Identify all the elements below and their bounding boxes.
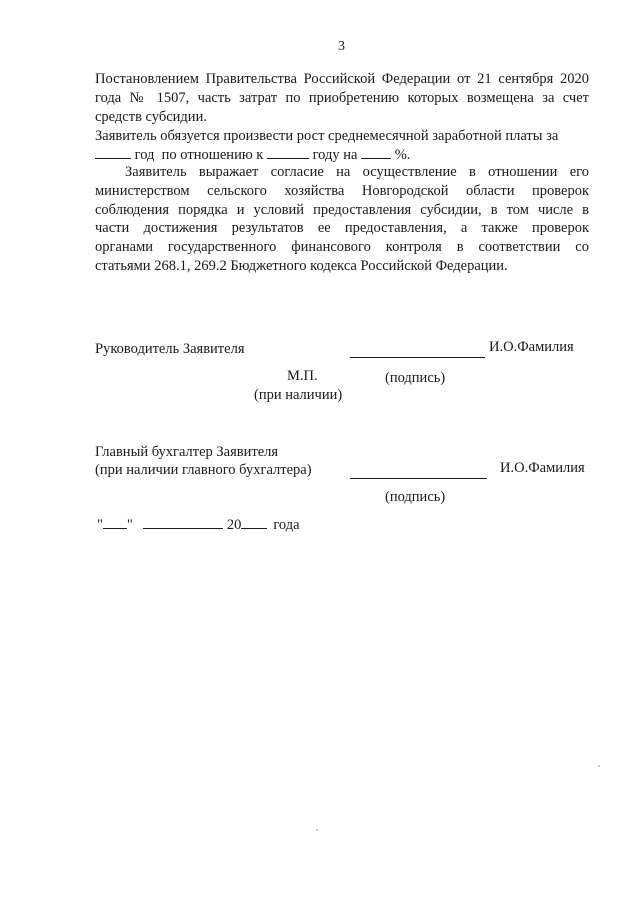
day-blank-field[interactable] xyxy=(103,516,127,529)
paragraph-line: министерством сельского хозяйства Новгородской области проверок xyxy=(95,182,589,199)
paragraph-line: года № 1507, часть затрат по приобретению которых возмещена за счет xyxy=(95,89,589,106)
paragraph-line: Заявитель выражает согласие на осуществление в отношении его xyxy=(125,164,589,180)
obligation-line-1: Заявитель обязуется произвести рост среднемесячной заработной платы за xyxy=(95,128,559,144)
accountant-signature-line[interactable] xyxy=(350,478,487,479)
date-open-quote: " xyxy=(97,517,103,533)
paragraph-consent xyxy=(95,163,589,276)
date-close-quote: " xyxy=(126,517,133,533)
paragraph-line: средств субсидии. xyxy=(95,108,207,125)
base-year-blank-field[interactable] xyxy=(267,146,309,159)
head-signature-line[interactable] xyxy=(350,357,485,358)
paragraph-line: Постановлением Правительства Российской Федерации от 21 сентября 2020 xyxy=(95,71,589,87)
year-blank-field[interactable] xyxy=(95,146,131,159)
obligation-text-year2: году на xyxy=(308,146,362,163)
paragraph-regulation xyxy=(95,70,589,126)
obligation-percent: %. xyxy=(391,146,411,163)
accountant-note: (при наличии главного бухгалтера) xyxy=(95,462,312,478)
scan-speck xyxy=(598,765,600,767)
stamp-note: (при наличии) xyxy=(254,387,343,403)
percent-blank-field[interactable] xyxy=(361,146,391,159)
paragraph-line: соблюдения порядка и условий предоставления субсидии, в том числе в xyxy=(95,201,589,218)
year-blank-field[interactable] xyxy=(241,516,267,529)
accountant-name: И.О.Фамилия xyxy=(500,460,585,476)
accountant-title: Главный бухгалтер Заявителя xyxy=(95,444,279,460)
paragraph-line: части достижения результатов ее предоставления, а также проверок xyxy=(95,220,589,237)
stamp-label: М.П. xyxy=(287,368,318,384)
date-line xyxy=(97,516,300,534)
accountant-signature-caption: (подпись) xyxy=(385,489,446,505)
head-name: И.О.Фамилия xyxy=(489,339,574,355)
head-signature-caption: (подпись) xyxy=(385,370,446,386)
page-number: 3 xyxy=(338,39,345,54)
paragraph-line: статьями 268.1, 269.2 Бюджетного кодекса Российской Федерации. xyxy=(95,257,508,274)
paragraph-line: органами государственного финансового контроля в соответствии со xyxy=(95,239,589,256)
paragraph-obligation xyxy=(95,127,589,165)
obligation-text-year: год по отношению к xyxy=(131,146,267,163)
date-year-word: года xyxy=(273,517,300,533)
scan-speck xyxy=(316,829,318,831)
date-century: 20 xyxy=(226,517,242,533)
obligation-line-2 xyxy=(95,146,589,165)
head-title: Руководитель Заявителя xyxy=(95,341,245,357)
month-blank-field[interactable] xyxy=(143,516,223,529)
